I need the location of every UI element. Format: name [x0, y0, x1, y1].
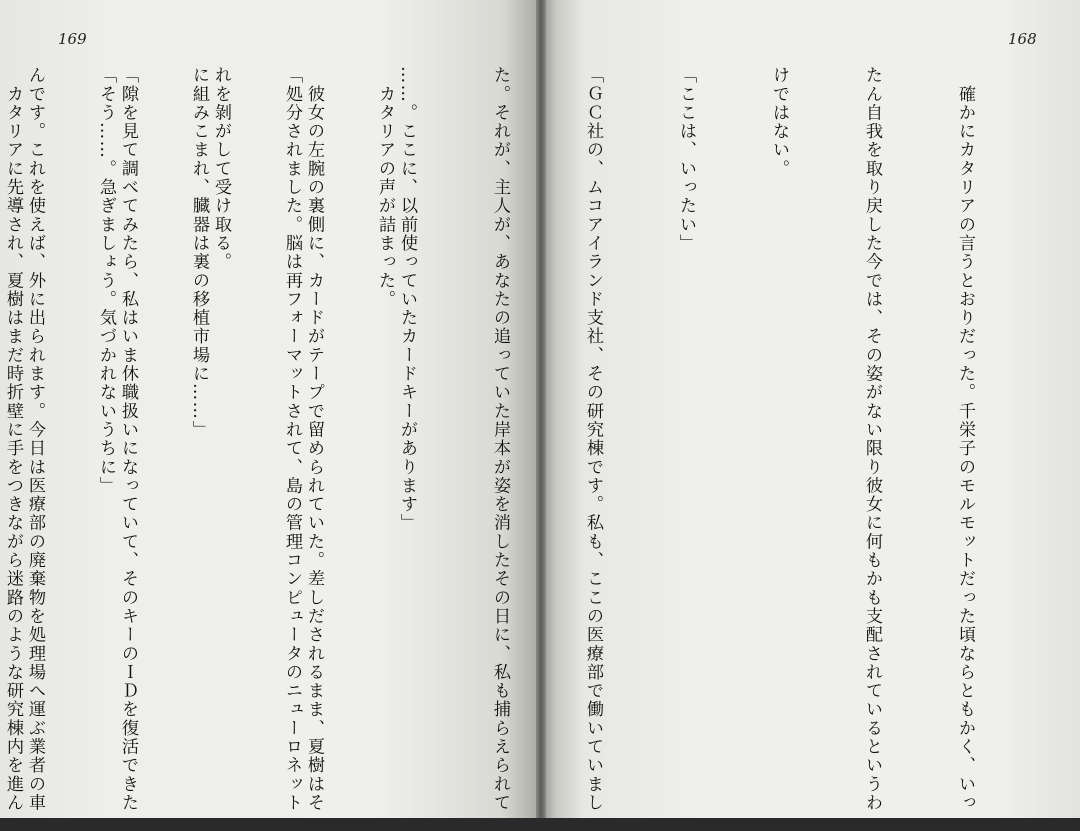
page-number-right: 168 — [1008, 30, 1037, 48]
text-line: 「隙を見て調べてみたら、私はいま休職扱いになっていて、そのキーのＩＤを復活できた — [118, 66, 138, 812]
text-line: ……。ここに、以前使っていたカードキーがあります」 — [397, 66, 417, 533]
book-gutter — [536, 0, 546, 818]
text-line: 「ＧＣ社の、ムコアイランド支社、その研究棟です。私も、ここの医療部で働いていまし — [583, 66, 603, 812]
text-line: 「ここは、いったい」 — [676, 66, 696, 253]
text-line: 「そう……。急ぎましょう。気づかれないうちに」 — [96, 66, 116, 495]
text-line: けではない。 — [769, 66, 789, 178]
text-line: 彼女の左腕の裏側に、カードがテープで留められていた。差しだされるまま、夏樹はそ — [304, 66, 324, 812]
text-line: たん自我を取り戻した今では、その姿がない限り彼女に何もかも支配されているというわ — [862, 66, 882, 812]
text-line: 「処分されました。脳は再フォーマットされて、島の管理コンピュータのニューロネット — [282, 66, 302, 812]
text-line: カタリアに先導され、夏樹はまだ時折壁に手をつきながら迷路のような研究棟内を進ん — [3, 66, 23, 812]
text-line: 確かにカタリアの言うとおりだった。千栄子のモルモットだった頃ならともかく、いっ — [955, 66, 975, 812]
text-line: れを剝がして受け取る。 — [211, 66, 231, 272]
text-line: に組みこまれ、臓器は裏の移植市場に……」 — [189, 66, 209, 439]
text-line: カタリアの声が詰まった。 — [375, 66, 395, 309]
text-line: た。それが、主人が、あなたの追っていた岸本が姿を消したその日に、私も捕らえられて — [490, 66, 510, 812]
page-number-left: 169 — [58, 30, 87, 48]
text-line: んです。これを使えば、外に出られます。今日は医療部の廃棄物を処理場へ運ぶ業者の車 — [25, 66, 45, 812]
